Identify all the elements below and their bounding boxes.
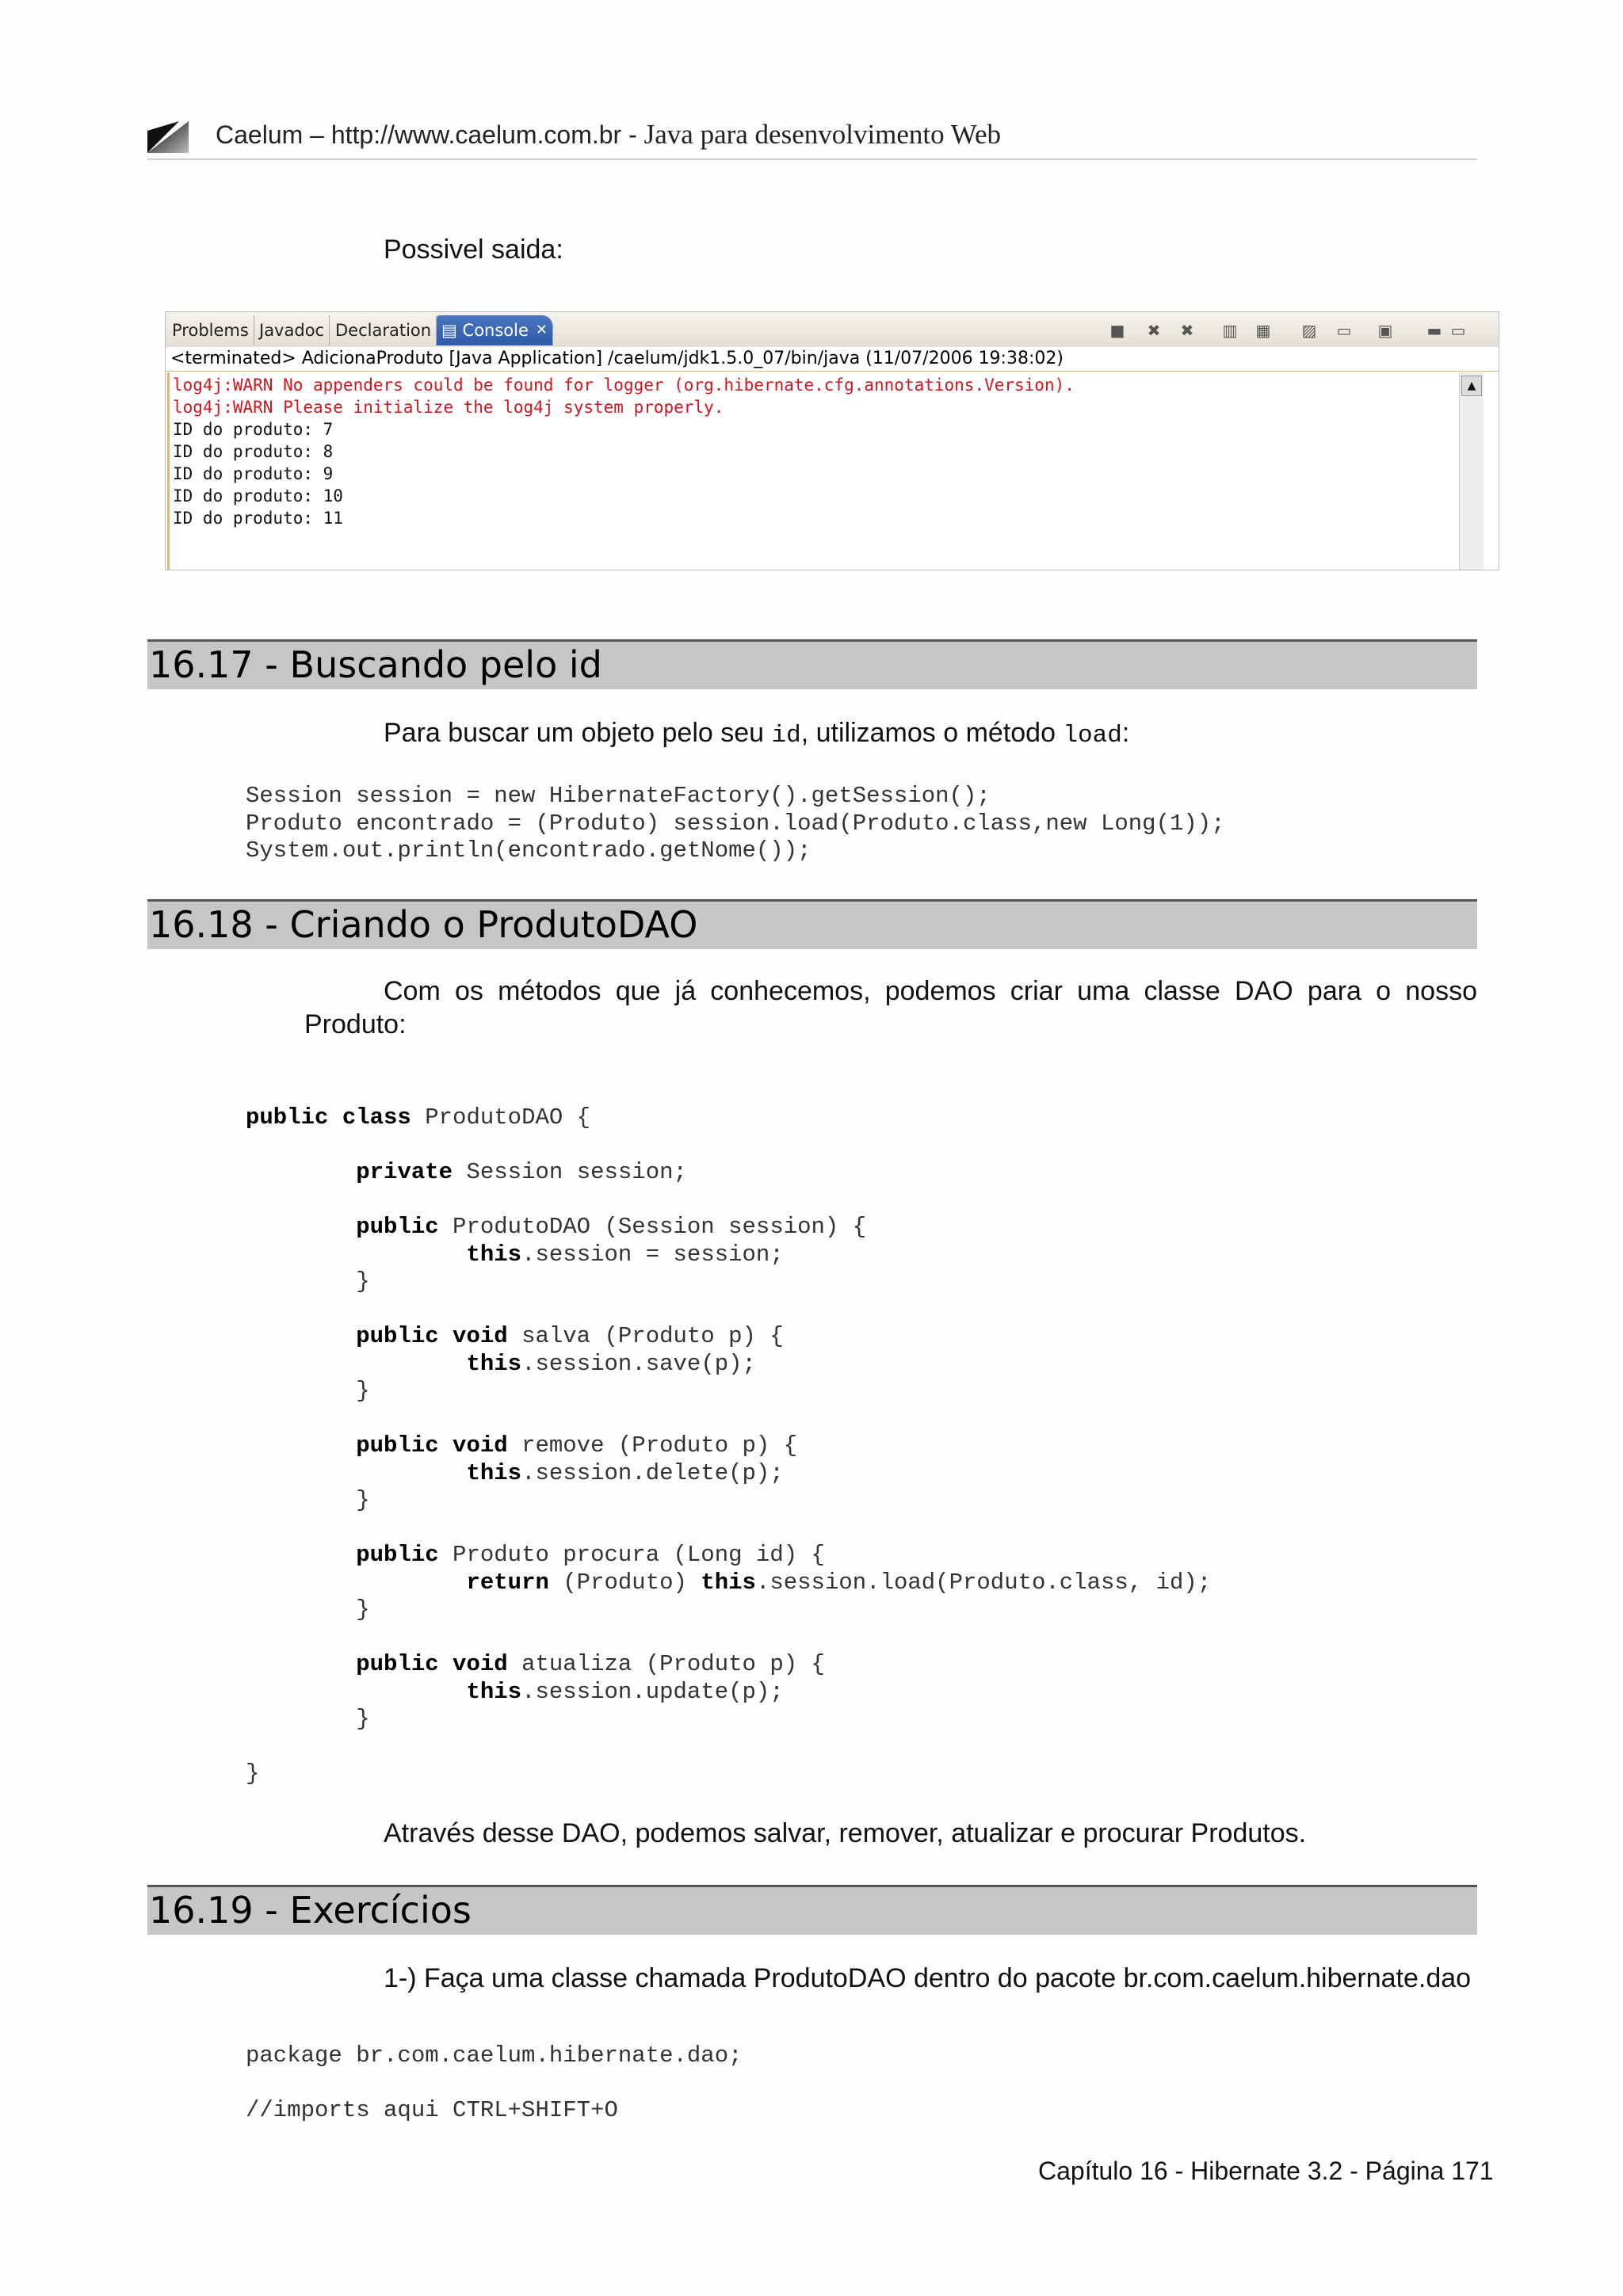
stop-icon[interactable]: ■ bbox=[1109, 321, 1125, 340]
console-line: ID do produto: 7 bbox=[173, 420, 334, 439]
section-heading-16-17 bbox=[147, 639, 1477, 689]
console-line: ID do produto: 9 bbox=[173, 464, 334, 483]
code-block-find bbox=[246, 783, 1225, 865]
console-line: ID do produto: 11 bbox=[173, 509, 343, 528]
clear-console-icon[interactable]: ▥ bbox=[1222, 321, 1238, 340]
text-middle: , utilizamos o método bbox=[800, 718, 1064, 748]
eclipse-console-screenshot bbox=[165, 311, 1499, 570]
section-title: 16.18 - Criando o ProdutoDAO bbox=[149, 903, 698, 946]
pin-console-icon[interactable]: ▨ bbox=[1301, 321, 1317, 340]
header-brand: Caelum – http://www.caelum.com.br - bbox=[216, 120, 644, 149]
console-line: ID do produto: 8 bbox=[173, 442, 334, 461]
remove-all-icon[interactable]: ✖ bbox=[1180, 321, 1194, 340]
page-header bbox=[147, 117, 1477, 160]
terminated-status: <terminated> AdicionaProduto [Java Application] /caelum/jdk1.5.0_07/bin/java (11/07/2006 19:38:02) bbox=[166, 347, 1499, 372]
header-course: Java para desenvolvimento Web bbox=[643, 119, 1002, 150]
code-line: Produto encontrado = (Produto) session.load(Produto.class,new Long(1)); bbox=[246, 810, 1225, 837]
inline-code-id: id bbox=[771, 722, 801, 749]
console-line: ID do produto: 10 bbox=[173, 486, 343, 505]
tab-console-label: Console bbox=[462, 321, 529, 340]
header-text bbox=[216, 119, 1001, 151]
dao-outro: Através desse DAO, podemos salvar, remover, atualizar e procurar Produtos. bbox=[384, 1818, 1307, 1848]
code-block-produtodao: public class ProdutoDAO { private Session session; public ProdutoDAO (Session session) { this.session = session; } public void salva (Produto p) { this.session.save(p); } public void remove (Produto p) { this.session.delete(p); } public Produto procura (Long id) { return (Produto) this.session.load(Produto.class, id); } public void atualiza (Produto p) { this.session.update(p); } } bbox=[246, 1104, 1212, 1787]
tab-javadoc[interactable]: Javadoc bbox=[254, 315, 330, 345]
tab-problems[interactable]: Problems bbox=[167, 315, 254, 345]
page-footer: Capítulo 16 - Hibernate 3.2 - Página 171 bbox=[1038, 2157, 1494, 2185]
console-tab-bar bbox=[166, 312, 1499, 348]
exercise-1: 1-) Faça uma classe chamada ProdutoDAO dentro do pacote br.com.caelum.hibernate.dao bbox=[384, 1963, 1472, 1993]
scroll-up-icon[interactable]: ▲ bbox=[1461, 376, 1482, 396]
inline-code-load: load bbox=[1063, 722, 1122, 749]
maximize-icon[interactable]: ▭ bbox=[1450, 321, 1466, 340]
scroll-lock-icon[interactable]: ▦ bbox=[1255, 321, 1271, 340]
console-scrollbar[interactable] bbox=[1459, 372, 1484, 570]
text-after: : bbox=[1121, 718, 1130, 748]
code-line: package br.com.caelum.hibernate.dao; bbox=[246, 2042, 743, 2069]
code-line: System.out.println(encontrado.getNome()); bbox=[246, 837, 812, 864]
text-before: Para buscar um objeto pelo seu bbox=[384, 718, 772, 748]
display-console-icon[interactable]: ▭ bbox=[1336, 321, 1352, 340]
code-line: //imports aqui CTRL+SHIFT+O bbox=[246, 2097, 618, 2123]
section-heading-16-19 bbox=[147, 1885, 1477, 1935]
open-console-icon[interactable]: ▣ bbox=[1377, 321, 1393, 340]
code-block-exercise bbox=[246, 2028, 743, 2138]
output-label: Possivel saida: bbox=[384, 235, 563, 265]
minimize-icon[interactable]: ▬ bbox=[1426, 321, 1442, 340]
console-line: log4j:WARN Please initialize the log4j system properly. bbox=[173, 398, 724, 417]
remove-launch-icon[interactable]: ✖ bbox=[1147, 321, 1161, 340]
tab-declaration[interactable]: Declaration bbox=[330, 315, 437, 345]
close-icon[interactable]: ✕ bbox=[535, 322, 548, 338]
console-output bbox=[167, 372, 1453, 570]
tab-console[interactable] bbox=[437, 315, 553, 345]
section-title: 16.19 - Exercícios bbox=[149, 1889, 472, 1932]
dao-intro-line2: Produto: bbox=[304, 1009, 407, 1039]
section-16-17-text bbox=[384, 718, 1129, 749]
caelum-logo-icon bbox=[147, 121, 189, 153]
console-tab-icon: ▤ bbox=[441, 321, 463, 340]
console-line: log4j:WARN No appenders could be found for logger (org.hibernate.cfg.annotations.Version). bbox=[173, 376, 1075, 395]
code-line: Session session = new HibernateFactory().getSession(); bbox=[246, 783, 991, 809]
section-title: 16.17 - Buscando pelo id bbox=[149, 643, 602, 686]
section-heading-16-18 bbox=[147, 899, 1477, 949]
dao-intro-line1: Com os métodos que já conhecemos, podemos criar uma classe DAO para o nosso bbox=[384, 976, 1477, 1006]
